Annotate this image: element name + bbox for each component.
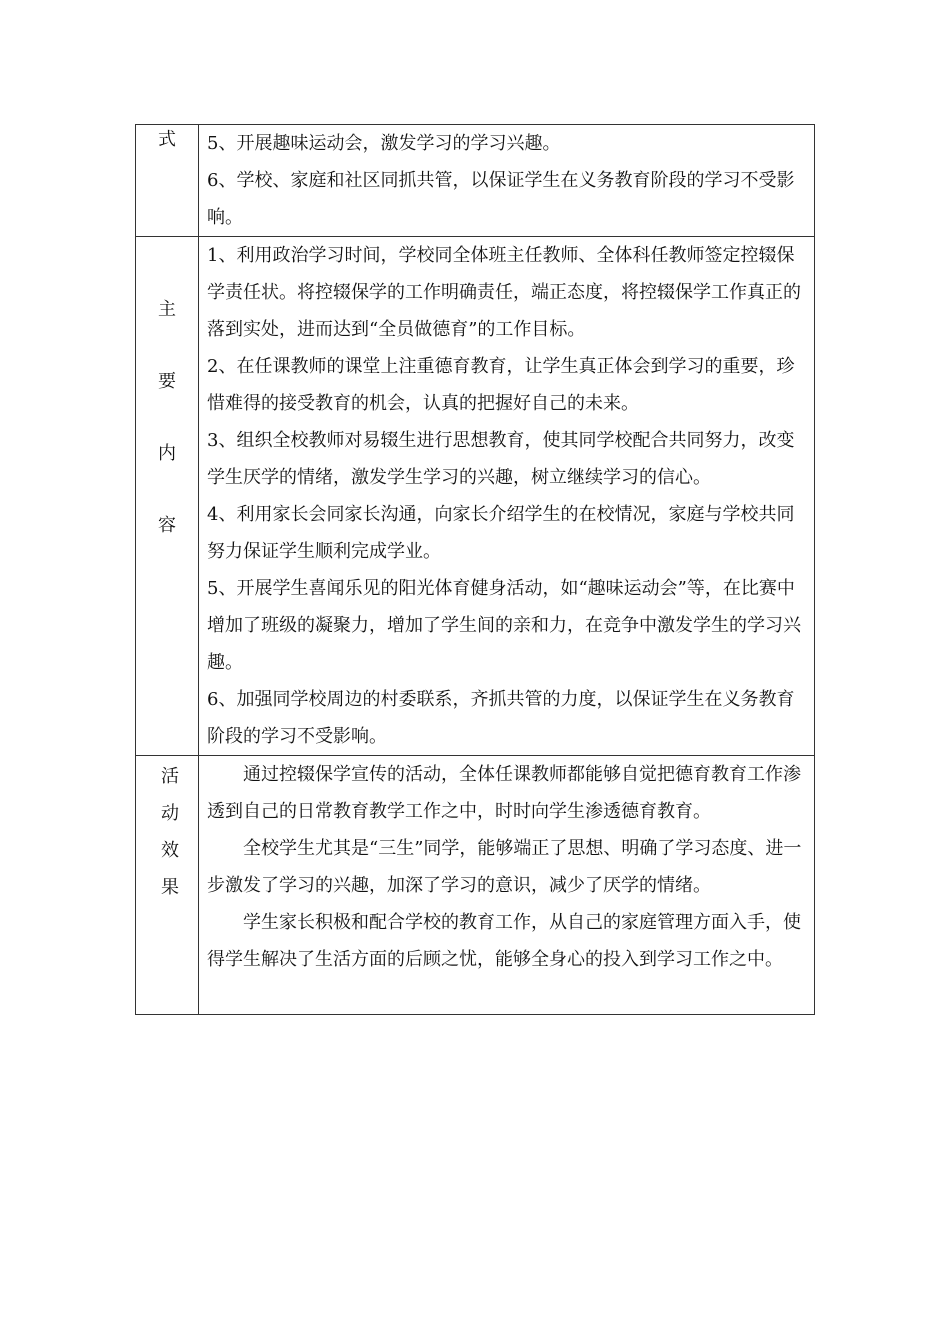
content-cell-method bbox=[199, 125, 815, 237]
label-char: 容 bbox=[158, 515, 176, 536]
label-char: 要 bbox=[158, 371, 176, 392]
label-char: 效 bbox=[161, 840, 179, 861]
paragraph: 6、学校、家庭和社区同抓共管，以保证学生在义务教育阶段的学习不受影响。 bbox=[207, 170, 795, 228]
content-cell-activity-effect bbox=[199, 756, 815, 1015]
label-char: 活 bbox=[161, 766, 179, 787]
paragraph: 通过控辍保学宣传的活动，全体任课教师都能够自觉把德育教育工作渗透到自己的日常教育教学工作之中，时时向学生渗透德育教育。 bbox=[207, 764, 801, 822]
label-char: 内 bbox=[158, 443, 176, 464]
paragraph: 6、加强同学校周边的村委联系，齐抓共管的力度，以保证学生在义务教育阶段的学习不受影响。 bbox=[207, 689, 795, 747]
table-row-activity-effect bbox=[136, 756, 815, 1015]
content-cell-main-content bbox=[199, 237, 815, 756]
activity-table bbox=[135, 124, 815, 1015]
table-row-method bbox=[136, 125, 815, 237]
paragraph: 5、开展趣味运动会，激发学习的学习兴趣。 bbox=[207, 133, 561, 154]
paragraph: 2、在任课教师的课堂上注重德育教育，让学生真正体会到学习的重要，珍惜难得的接受教育的机会，认真的把握好自己的未来。 bbox=[207, 356, 795, 414]
label-cell-main-content bbox=[136, 237, 199, 756]
paragraph: 5、开展学生喜闻乐见的阳光体育健身活动，如“趣味运动会”等，在比赛中增加了班级的凝聚力，增加了学生间的亲和力，在竞争中激发学生的学习兴趣。 bbox=[207, 578, 801, 673]
paragraph: 4、利用家长会同家长沟通，向家长介绍学生的在校情况，家庭与学校共同努力保证学生顺利完成学业。 bbox=[207, 504, 795, 562]
label-char: 动 bbox=[161, 803, 179, 824]
label-char: 主 bbox=[158, 299, 176, 320]
label-char: 式 bbox=[158, 129, 176, 150]
label-char: 果 bbox=[161, 877, 179, 898]
paragraph: 1、利用政治学习时间，学校同全体班主任教师、全体科任教师签定控辍保学责任状。将控辍保学的工作明确责任，端正态度，将控辍保学工作真正的落到实处，进而达到“全员做德育”的工作目标。 bbox=[207, 245, 801, 340]
label-cell-method bbox=[136, 125, 199, 237]
paragraph: 学生家长积极和配合学校的教育工作，从自己的家庭管理方面入手，使得学生解决了生活方面的后顾之忧，能够全身心的投入到学习工作之中。 bbox=[207, 912, 801, 970]
table-row-main-content bbox=[136, 237, 815, 756]
paragraph: 全校学生尤其是“三生”同学，能够端正了思想、明确了学习态度、进一步激发了学习的兴趣，加深了学习的意识，减少了厌学的情绪。 bbox=[207, 838, 802, 896]
paragraph: 3、组织全校教师对易辍生进行思想教育，使其同学校配合共同努力，改变学生厌学的情绪，激发学生学习的兴趣，树立继续学习的信心。 bbox=[207, 430, 795, 488]
label-cell-activity-effect bbox=[136, 756, 199, 1015]
